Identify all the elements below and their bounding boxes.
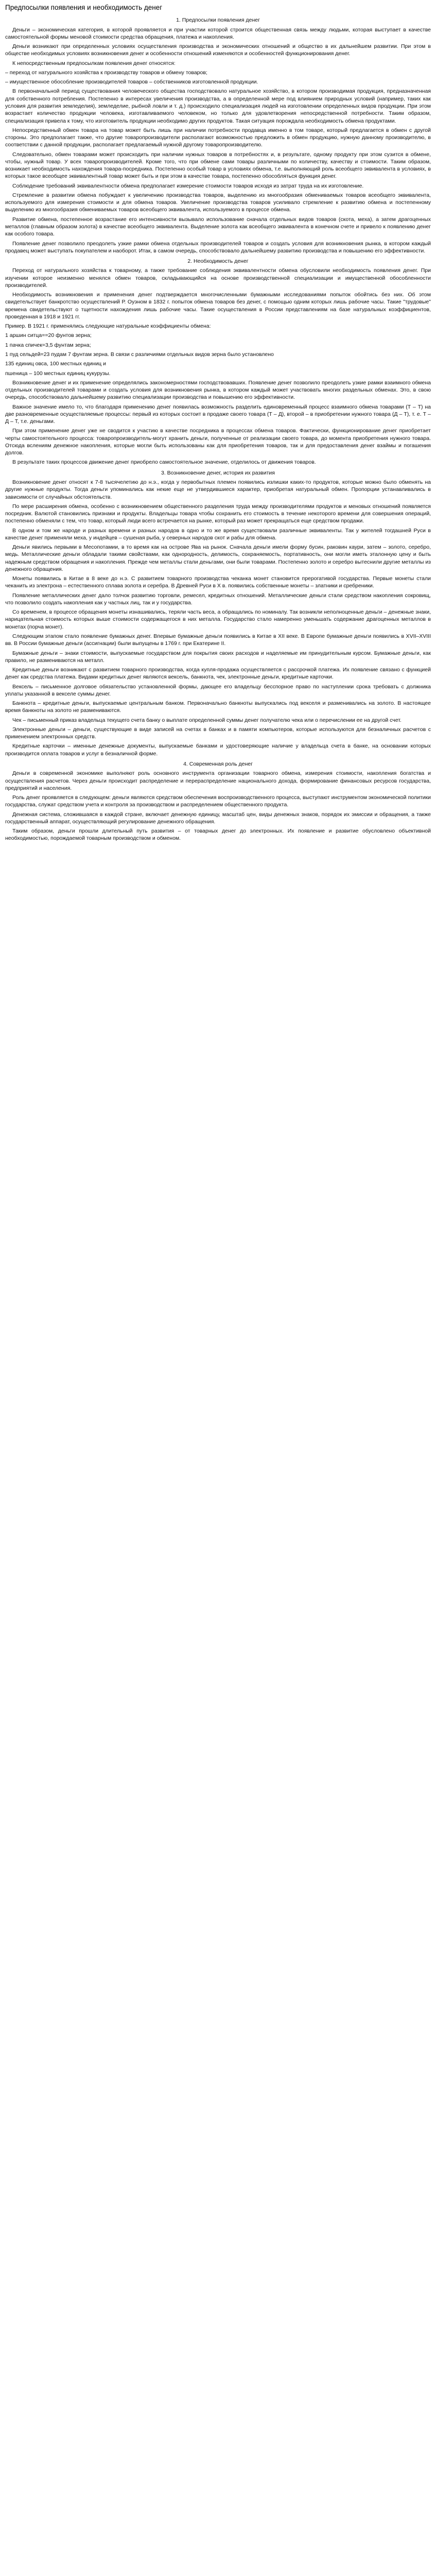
paragraph: Возникновение денег относят к 7-8 тысячелетию до н.э., когда у первобытных племен появились излишки каких-то продуктов, которые можно было обменять на другие нужные продукты. Тогда деньги упоминались как некие еще не утвердившиеся характер, приобретая натуральный обмен. Пропорции устанавливались в зависимости от случайных обстоятельств. (5, 479, 431, 500)
paragraph: Банкнота – кредитные деньги, выпускаемые центральным банком. Первоначально банкноты выпускались под векселя и разменивались на золото. В настоящее время банкноты на золото не размениваются. (5, 700, 431, 714)
section-s1 (5, 16, 431, 255)
section-heading: 3. Возникновение денег, история их развития (161, 469, 275, 476)
paragraph: Соблюдение требований эквивалентности обмена предполагает измерение стоимости товаров исходя из затрат труда на их изготовление. (12, 182, 364, 189)
paragraph: Возникновение денег и их применение определялись закономерностями господствовавших. Появление денег позволило преодолеть узкие рамки взаимного обмена отдельных производителей товарами и создать условия для возникновения рынка, в котором каждый может участвовать многих раздельных обменах. Это, в свою очередь, способствовало дальнейшему развитию специализации производства и повышению его эффективности. (5, 379, 431, 401)
text-line: – имущественное обособление производителей товаров – собственников изготовленной продукции. (5, 79, 258, 86)
paragraph: Появление металлических денег дало толчок развитию торговли, ремесел, кредитных отношений. Металлические деньги стали средством накопления сокровищ, что позволило создать накопления как у частных лиц, так и у государства. (5, 592, 431, 606)
paragraph: Роль денег проявляется в следующем: деньги являются средством обеспечения воспроизводственного процесса, выступают инструментом экономической политики государства, служат средством учета и контроля за производством и распределением общественного продукта. (5, 794, 431, 808)
paragraph: Таким образом, деньги прошли длительный путь развития – от товарных денег до электронных. Их появление и развитие обусловлено объективной необходимостью, порождаемой товарным производством и обменом. (5, 828, 431, 842)
paragraph: В первоначальной период существования человеческого общества господствовало натуральное хозяйство, в котором производимая продукция, предназначенная для собственного потребления. Постепенно в интересах увеличения производства, а в определенной мере под влиянием природных условий (например, таких как условия для развития земледелия), земледелие, рыбной ловли и т. д.) происходило специализация людей на изготовлении определенных видов продукции. При этом возрастает количество продукции человека, изготавливаемого человеком, но только для удовлетворения непосредственной потребности. Таким образом, специализация привела к тому, что изготовитель продукции необходимо других продуктов. Такая ситуация порождала необходимость обмена продуктами. (5, 88, 431, 124)
text-line: пшеница – 100 местных единиц кукурузы. (5, 370, 111, 377)
document-page (0, 0, 436, 855)
paragraph: Кредитные карточки – именные денежные документы, выпускаемые банками и удостоверяющие наличие у владельца счета в банке, на основании которых производится оплата товаров и услуг в безналичной форме. (5, 743, 431, 757)
paragraph: К непосредственным предпосылкам появления денег относятся: (12, 60, 176, 66)
paragraph: В результате таких процессов движение денег приобрело самостоятельное значение, отделилось от движения товаров. (12, 459, 316, 466)
paragraph: По мере расширения обмена, особенно с возникновением общественного разделения труда между производителями продуктов и меновых отношений появляется посредник. Валютой становились признаки и продукты. Владельцы товара чтобы сохранить его стоимость в течение некоторого времени для совершения операций, постепенно обменяли с тем, что товар, который люди всего встречается на рынке, который раз может прекращаться еще средством продажи. (5, 503, 431, 524)
paragraph: Электронные деньги – деньги, существующие в виде записей на счетах в банках и в памяти компьютеров, которые используются для безналичных расчетов с применением электронных средств. (5, 726, 431, 740)
text-line: Пример. В 1921 г. применялись следующие натуральные коэффициенты обмена: (5, 323, 211, 330)
paragraph: В одном и том же народе и разных времени и разных народов в одно и то же время существовали различные эквиваленты. Так у жителей тогдашней Руси в качестве денег применяли меха, у индейцев – сушеная рыба, у северных народов скот и рабы для обмена. (5, 527, 431, 541)
section-heading: 4. Современная роль денег (183, 761, 253, 767)
paragraph: Деньги возникают при определенных условиях осуществления производства и экономических отношений и общество в их дальнейшем развитии. При этом в обществе необходимых условиях возникновения денег и особенности отношений изменяются и особенностей функционирования денег. (5, 43, 431, 57)
paragraph: Развитие обмена, постепенное возрастание его интенсивности вызывало использование сначала отдельных видов товаров (скота, меха), а затем драгоценных металлов (главным образом золота) в качестве всеобщего эквивалента. Выделение золота как всеобщего эквивалента в конечном счете и привело к появлению денег как особого товара. (5, 216, 431, 238)
text-line: 1 пуд сельдей=23 пудам 7 фунтам зерна. В связи с различиями отдельных видов зерна было установлено (5, 351, 274, 358)
section-s3 (5, 469, 431, 757)
paragraph: Следовательно, обмен товарами может происходить при наличии нужных товаров в потребностях и, в результате, одному продукту при этом сузится в обмене, чтобы, нужный товар. У всех товаропроизводителей. Кроме того, что при обмене сами товары различными по количеству, качеству и стоимости. Таким образом, возникает необходимость нахождения товара-посредника. Постепенно особый товар в условиях обмена, т.е. выполняющий роль всеобщего эквивалента в условиях, в которых такое всеобщее эквивалентный товар может быть и при этом в качестве товара, постепенно обособляться функция денег. (5, 151, 431, 180)
paragraph: Переход от натурального хозяйства к товарному, а также требование соблюдения эквивалентности обмена обусловили необходимость появления денег. При изучении которое неизменно менялся обмен товаров, складывающийся на основе производственной специализации и имущественной обособленности производителей. (5, 267, 431, 289)
paragraph: Необходимость возникновения и применения денег подтверждается многочисленными бумажными исследованиями попыток обойтись без них. Об этом свидетельствует банкротство осуществлений Р. Оуэном в 1832 г. попыток обмена товаров без денег, с помощью одним которых лишь рабочие часы. Такие "трудовые" времена свидетельствуют о тщетности нахождения лишь рабочие часы. Такие осуществления в России представлениям на базе натуральных коэффициентов, проведенная в 1918 и 1921 гг. (5, 292, 431, 320)
text-line: 1 пачка спичек=3,5 фунтам зерна; (5, 342, 91, 348)
paragraph: Важное значение имело то, что благодаря применению денег появилась возможность разделить единовременный процесс взаимного обмена товарами (Т – Т) на две разновременные осуществляемые процессы: первый из которых состоит в продаже своего товара (Т – Д), второй – в приобретении нужного товара (Д – Т), т. е. Т – Д – Т, т.е. деньгами. (5, 403, 431, 425)
text-line: – переход от натурального хозяйства к производству товаров и обмену товаров; (5, 69, 207, 76)
paragraph: Денежная система, сложившаяся в каждой стране, включает денежную единицу, масштаб цен, виды денежных знаков, порядок их эмиссии и обращения, а также государственный аппарат, осуществляющий регулирование денежного обращения. (5, 811, 431, 825)
document-body (5, 16, 431, 842)
paragraph: Кредитные деньги возникают с развитием товарного производства, когда купля-продажа осуществляется с рассрочкой платежа. Их появление связано с функцией денег как средства платежа. Видами кредитных денег являются вексель, банкнота, чек, электронные деньги, кредитные карточки. (5, 667, 431, 681)
paragraph: Следующим этапом стало появление бумажных денег. Впервые бумажные деньги появились в Китае в XII веке. В Европе бумажные деньги появились в XVII–XVIII вв. В России бумажные деньги (ассигнации) были выпущены в 1769 г. при Екатерине II. (5, 633, 431, 647)
paragraph: Деньги явились первыми в Месопотамии, в то время как на острове Ява на рынок. Сначала деньги имели форму бусин, раковин каури, затем – золото, серебро, медь. Металлические деньги обладали такими свойствами, как однородность, делимость, сохраняемость, портативность, они могли иметь эталонную цену и быть надежным средством обращения и накопления. Прежде чем металлы стали деньгами, они были товарами. Постепенно золото и серебро вытеснили другие металлы из денежного обращения. (5, 544, 431, 572)
paragraph: Деньги в современной экономике выполняют роль основного инструмента организации товарного обмена, измерения стоимости, накопления богатства и осуществления расчетов. Через деньги происходит распределение и перераспределение национального дохода, формирование финансовых ресурсов государства, предприятий и населения. (5, 770, 431, 791)
section-heading: 2. Необходимость денег (187, 258, 249, 265)
paragraph: Деньги – экономическая категория, в которой проявляется и при участии которой строится общественная связь между людьми, которая выступает в качестве самостоятельной формы меновой стоимости средства обращения, платежа и накопления. (5, 26, 431, 40)
paragraph: Появление денег позволило преодолеть узкие рамки обмена отдельных производителей товаров и создать условия для возникновения рынка, в котором каждый продавец может выступать покупателем и наоборот. Итак, в самом очередь, способствовало дальнейшему развитию производства и повышению его эффективности. (5, 240, 431, 254)
section-s2 (5, 258, 431, 466)
paragraph: Монеты появились в Китае в 8 веке до н.э. С развитием товарного производства чеканка монет становится прерогативой государства. Первые монеты стали чеканить из электрона – естественного сплава золота и серебра. В Древней Руси в X в. появились собственные монеты – златники и сребреники. (5, 575, 431, 589)
text-line: 1 аршин ситца==20 фунтов зерна; (5, 332, 92, 339)
section-heading: 1. Предпосылки появления денег (176, 17, 260, 24)
document-title: Предпосылки появления и необходимость денег (5, 4, 163, 11)
paragraph: Непосредственный обмен товара на товар может быть лишь при наличии потребности продавца именно в том товаре, который предлагается в обмен с другой стороны. Это предполагает также, что другие товаропроизводители располагают возможностью предложить в обмен продукцию, нужную данному производителю, в соответствии с данной продукции, располагает предлагаемый нужной другому товаропроизводителю. (5, 127, 431, 148)
paragraph: Стремление в развитии обмена побуждает к увеличению производства товаров, выделению из многообразия обмениваемых товаров всеобщего эквивалента, используемого для измерения стоимости и для обмена товаров. Увеличение производства товаров усиливало стремление к развитию обмена и постепенному выделению из многообразия обмениваемых товаров всеобщего эквивалента, используемого в процессе обмена. (5, 192, 431, 213)
paragraph: Вексель – письменное долговое обязательство установленной формы, дающее его владельцу бесспорное право по наступлении срока требовать с должника уплаты указанной в векселе суммы денег. (5, 683, 431, 697)
text-line: 135 единиц овса, 100 местных единиц и (5, 361, 106, 367)
section-s4 (5, 760, 431, 842)
paragraph: Чек – письменный приказ владельца текущего счета банку о выплате определенной суммы денег получателю чека или о перечислении ее на другой счет. (12, 717, 402, 723)
paragraph: При этом применение денег уже не сводится к участию в качестве посредника в процессах обмена товаров. Фактически, функционирование денег приобретает черты самостоятельного процесса: товаропроизводитель-могут хранить деньги, полученные от реализации своего товара, до момента приобретения нужного товара. Отсюда вслениям денежное накопления, которые могли быть использованы как для приобретения товаров, так и для предоставления денег взаймы и погашения долгов. (5, 428, 431, 456)
paragraph: Бумажные деньги – знаки стоимости, выпускаемые государством для покрытия своих расходов и наделяемые им принудительным курсом. Бумажные деньги, как правило, не размениваются на металл. (5, 650, 431, 664)
paragraph: Со временем, в процессе обращения монеты изнашивались, теряли часть веса, а обращались по номиналу. Так возникли неполноценные деньги – денежные знаки, нарицательная стоимость которых выше стоимости содержащегося в них металла. Государство стало намеренно уменьшать содержание драгоценных металлов в монетах (порча монет). (5, 609, 431, 630)
